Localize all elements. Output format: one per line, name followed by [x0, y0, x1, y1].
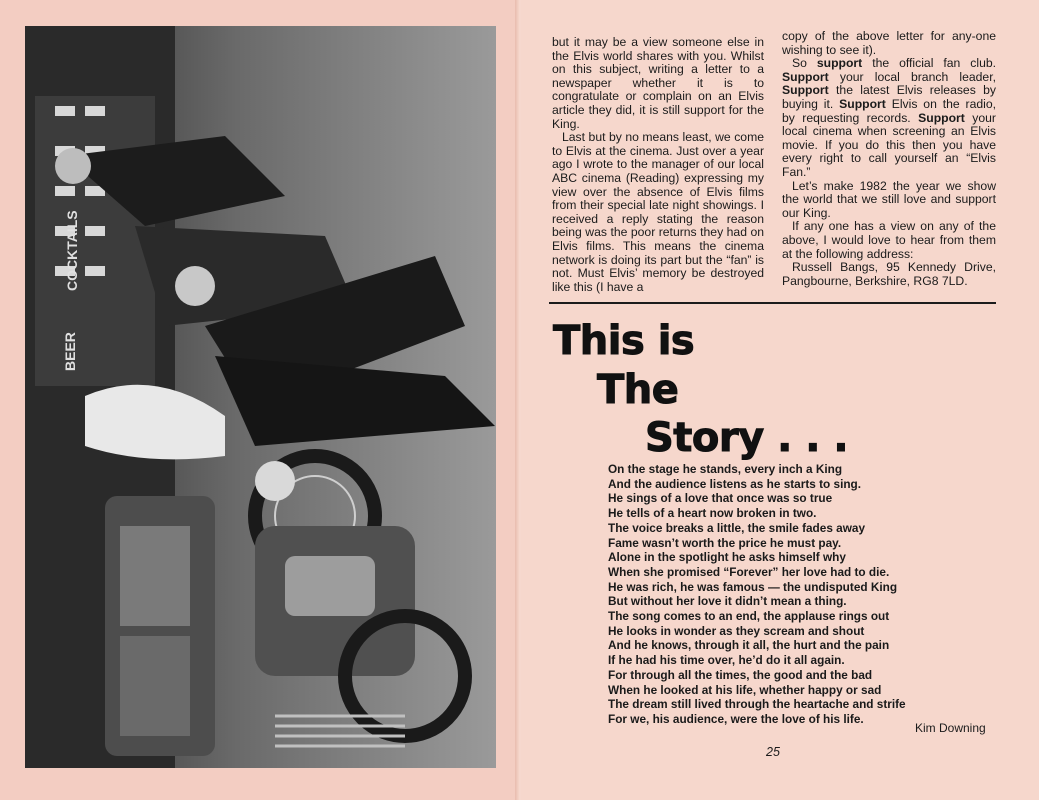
text-run: your local branch leader,: [828, 69, 996, 84]
headline-line-3: Story . . .: [645, 415, 849, 461]
left-page: [0, 0, 519, 800]
section-divider: [549, 302, 996, 304]
support-emphasis: support: [816, 56, 863, 71]
address-paragraph: Russell Bangs, 95 Kennedy Drive, Pangbourne, Berkshire, RG8 7LD.: [782, 260, 996, 288]
poem-author: Kim Downing: [915, 721, 986, 735]
support-emphasis: Support: [839, 96, 886, 111]
elvis-motorcycle-photo: [25, 26, 496, 768]
article-paragraph: Last but by no means least, we come to Elvis at the cinema. Just over a year ago I wrote to the manager of our local ABC cinema (Reading) expressing my view over the absence of Elvis films from their special late night showings. I received a reply stating the reason being was the poor returns they had on Elvis films. This means the cinema network is doing its part but the “fan” is not. Must Elvis’ memory be destroyed like this (I have a: [552, 130, 764, 294]
poem-line: He sings of a love that once was so true: [608, 491, 833, 506]
support-paragraph: [782, 57, 996, 179]
poem-line: Fame wasn’t worth the price he must pay.: [608, 535, 842, 550]
poem-line: The song comes to an end, the applause rings out: [608, 609, 890, 624]
poem-line: On the stage he stands, every inch a King: [608, 462, 843, 476]
text-run: Elvis on the radio, by requesting records.: [782, 96, 997, 125]
poem-line: He tells of a heart now broken in two.: [608, 506, 817, 521]
article-paragraph: copy of the above letter for any-one wishing to see it).: [782, 29, 996, 57]
text-run: the official fan club.: [862, 56, 997, 71]
page-number: 25: [766, 745, 780, 759]
cocktails-sign: COCKTAILS: [64, 210, 80, 291]
poem-line: The dream still lived through the heartache and strife: [608, 697, 906, 712]
poem-line: Alone in the spotlight he asks himself why: [608, 550, 846, 565]
support-emphasis: Support: [782, 83, 829, 98]
poem: [608, 462, 988, 727]
photo-illustration: [25, 26, 496, 768]
poem-line: And the audience listens as he starts to sing.: [608, 476, 862, 491]
beer-sign: BEER: [62, 332, 78, 371]
poem-line: When she promised “Forever” her love had to die.: [608, 564, 890, 579]
poem-line: The voice breaks a little, the smile fades away: [608, 520, 866, 535]
text-run: the latest Elvis releases by buying it.: [782, 83, 996, 111]
support-emphasis: Support: [918, 110, 965, 125]
article-paragraph: but it may be a view someone else in the Elvis world shares with you. Whilst on this subject, writing a letter to a newspaper whether it is to congratulate or complain on an Elvis article they did, it is still support for the King.: [552, 35, 764, 131]
text-run: So: [792, 56, 817, 71]
poem-line: If he had his time over, he’d do it all again.: [608, 653, 845, 668]
article-paragraph: Let’s make 1982 the year we show the world that we still love and support our King.: [782, 178, 996, 220]
text-run: your local cinema when screening an Elvis movie. If you do this then you have every right to call yourself an “Elvis Fan.”: [782, 110, 996, 179]
poem-line: When he looked at his life, whether happy or sad: [608, 682, 882, 697]
poem-line: But without her love it didn’t mean a thing.: [608, 594, 847, 609]
poem-line: And he knows, through it all, the hurt and the pain: [608, 638, 890, 653]
article-column-2: [782, 30, 996, 288]
headline-line-1: This is: [553, 318, 695, 364]
article-paragraph: If any one has a view on any of the above, I would love to hear from them at the following address:: [782, 219, 996, 261]
poem-line: He was rich, he was famous — the undisputed King: [608, 579, 898, 594]
headline-line-2: The: [597, 367, 679, 413]
poem-line: For through all the times, the good and the bad: [608, 667, 873, 682]
poem-line: For we, his audience, were the love of his life.: [608, 711, 864, 726]
support-emphasis: Support: [782, 69, 829, 84]
article-column-1: [552, 36, 764, 294]
poem-line: He looks in wonder as they scream and shout: [608, 623, 865, 638]
